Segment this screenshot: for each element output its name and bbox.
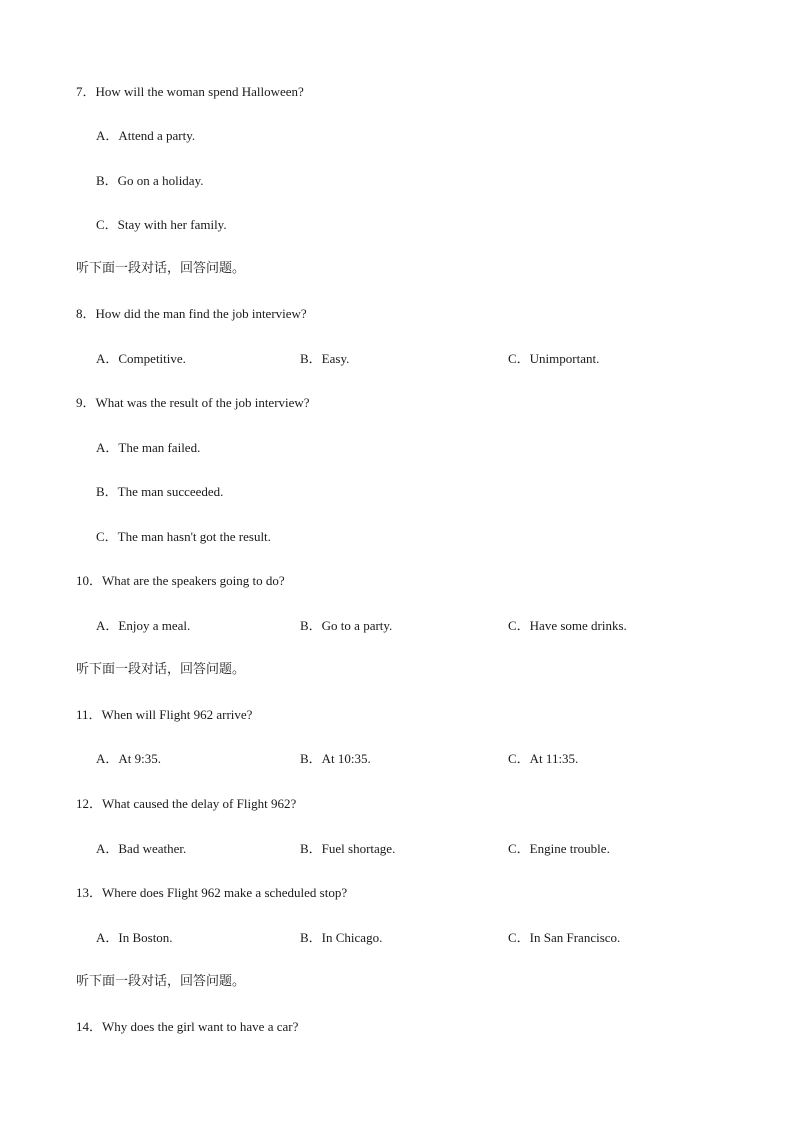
q9-option-c: C．The man hasn't got the result. (96, 529, 271, 544)
q9-option-a: A．The man failed. (96, 440, 201, 455)
q10-option-b: B．Go to a party. (300, 618, 393, 633)
q7-option-b: B．Go on a holiday. (96, 173, 204, 188)
question-8: 8．How did the man find the job interview? (76, 306, 307, 321)
q11-option-b: B．At 10:35. (300, 751, 371, 766)
q13-option-b: B．In Chicago. (300, 930, 383, 945)
q13-option-c: C．In San Francisco. (508, 930, 621, 945)
section-instruction: 听下面一段对话，回答问题。 (76, 662, 246, 677)
q8-option-c: C．Unimportant. (508, 351, 600, 366)
question-13: 13．Where does Flight 962 make a scheduled stop? (76, 885, 348, 900)
section-instruction: 听下面一段对话，回答问题。 (76, 261, 246, 276)
q12-option-a: A．Bad weather. (96, 841, 187, 856)
q10-option-a: A．Enjoy a meal. (96, 618, 191, 633)
q10-option-c: C．Have some drinks. (508, 618, 627, 633)
question-11: 11．When will Flight 962 arrive? (76, 707, 253, 722)
q12-option-c: C．Engine trouble. (508, 841, 610, 856)
q9-option-b: B．The man succeeded. (96, 484, 224, 499)
q13-option-a: A．In Boston. (96, 930, 173, 945)
question-7: 7．How will the woman spend Halloween? (76, 84, 304, 99)
q11-option-a: A．At 9:35. (96, 751, 162, 766)
q7-option-a: A．Attend a party. (96, 128, 196, 143)
section-instruction: 听下面一段对话，回答问题。 (76, 974, 246, 989)
q8-option-b: B．Easy. (300, 351, 350, 366)
question-14: 14．Why does the girl want to have a car? (76, 1019, 299, 1034)
q8-option-a: A．Competitive. (96, 351, 186, 366)
q12-option-b: B．Fuel shortage. (300, 841, 396, 856)
question-10: 10．What are the speakers going to do? (76, 573, 285, 588)
q7-option-c: C．Stay with her family. (96, 217, 227, 232)
question-12: 12．What caused the delay of Flight 962? (76, 796, 297, 811)
q11-option-c: C．At 11:35. (508, 751, 579, 766)
question-9: 9．What was the result of the job interview? (76, 395, 310, 410)
